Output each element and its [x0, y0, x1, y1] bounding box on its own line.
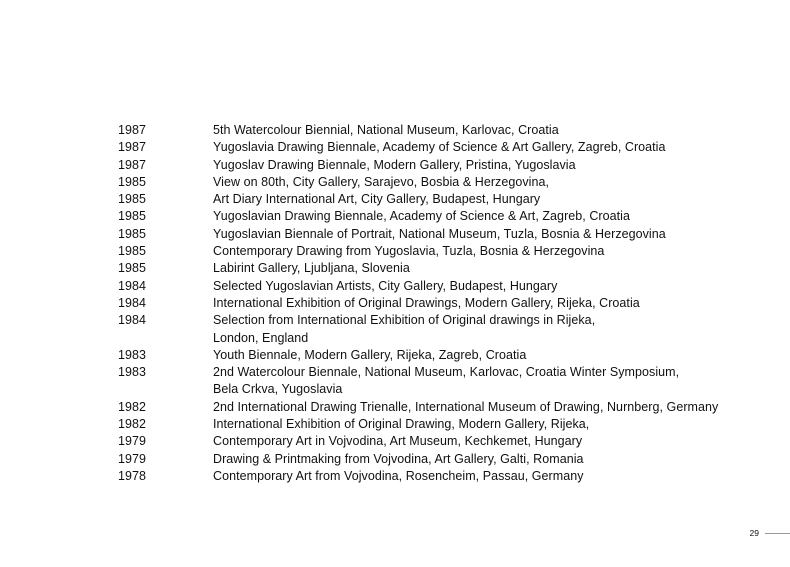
exhibition-year: 1984 [118, 295, 147, 310]
exhibition-description: Yugoslavian Biennale of Portrait, National Museum, Tuzla, Bosnia & Herzegovina [213, 226, 666, 241]
list-item [118, 122, 778, 139]
exhibition-year: 1979 [118, 451, 147, 466]
list-item [118, 278, 778, 295]
exhibition-year: 1984 [118, 278, 147, 293]
list-item [118, 191, 778, 208]
exhibition-description: International Exhibition of Original Drawings, Modern Gallery, Rijeka, Croatia [213, 295, 640, 310]
page-number: 29 [749, 528, 759, 538]
list-item [118, 260, 778, 277]
list-item [118, 364, 778, 399]
exhibition-description: Contemporary Art in Vojvodina, Art Museum, Kechkemet, Hungary [213, 434, 583, 449]
exhibition-description: Art Diary International Art, City Gallery, Budapest, Hungary [213, 192, 541, 207]
exhibition-year: 1982 [118, 417, 147, 432]
list-item [118, 208, 778, 225]
list-item [118, 295, 778, 312]
exhibition-year: 1985 [118, 226, 147, 241]
exhibition-year: 1985 [118, 261, 147, 276]
exhibition-description: Selection from International Exhibition of Original drawings in Rijeka, London, England [213, 313, 596, 345]
exhibition-description: 2nd Watercolour Biennale, National Museum, Karlovac, Croatia Winter Symposium, Bela Crkva, Yugoslavia [213, 365, 680, 397]
exhibition-description: Yugoslavia Drawing Biennale, Academy of Science & Art Gallery, Zagreb, Croatia [213, 140, 666, 155]
exhibition-description: Selected Yugoslavian Artists, City Gallery, Budapest, Hungary [213, 278, 558, 293]
page-footer [750, 528, 790, 538]
exhibition-description: View on 80th, City Gallery, Sarajevo, Bosbia & Herzegovina, [213, 174, 549, 189]
exhibition-description: Drawing & Printmaking from Vojvodina, Art Gallery, Galti, Romania [213, 451, 584, 466]
list-item [118, 312, 778, 347]
exhibition-description: Yugoslav Drawing Biennale, Modern Gallery, Pristina, Yugoslavia [213, 157, 576, 172]
exhibition-year: 1985 [118, 209, 147, 224]
exhibition-description: 5th Watercolour Biennial, National Museum, Karlovac, Croatia [213, 123, 559, 137]
exhibition-description: Yugoslavian Drawing Biennale, Academy of Science & Art, Zagreb, Croatia [213, 209, 630, 224]
exhibition-year: 1982 [118, 399, 147, 414]
exhibition-year: 1985 [118, 192, 147, 207]
exhibition-description: 2nd International Drawing Trienalle, International Museum of Drawing, Nurnberg, Germany [213, 399, 719, 414]
list-item [118, 399, 778, 416]
exhibition-year: 1979 [118, 434, 147, 449]
exhibition-description: Youth Biennale, Modern Gallery, Rijeka, Zagreb, Croatia [213, 347, 527, 362]
list-item [118, 226, 778, 243]
exhibition-year: 1978 [118, 468, 147, 483]
exhibition-year: 1987 [118, 140, 147, 155]
exhibition-year: 1987 [118, 123, 147, 137]
list-item [118, 139, 778, 156]
exhibition-description: Labirint Gallery, Ljubljana, Slovenia [213, 261, 410, 276]
list-item [118, 243, 778, 260]
footer-divider [765, 533, 790, 534]
list-item [118, 433, 778, 450]
list-item [118, 451, 778, 468]
list-item [118, 468, 778, 485]
list-item [118, 416, 778, 433]
exhibition-year: 1985 [118, 174, 147, 189]
exhibition-description: International Exhibition of Original Drawing, Modern Gallery, Rijeka, [213, 417, 590, 432]
exhibition-description: Contemporary Drawing from Yugoslavia, Tuzla, Bosnia & Herzegovina [213, 244, 605, 259]
list-item [118, 347, 778, 364]
exhibition-year: 1983 [118, 365, 147, 380]
list-item [118, 157, 778, 174]
exhibition-year: 1987 [118, 157, 147, 172]
exhibition-year: 1983 [118, 347, 147, 362]
list-item [118, 174, 778, 191]
exhibition-list [118, 122, 778, 485]
exhibition-description: Contemporary Art from Vojvodina, Rosencheim, Passau, Germany [213, 468, 584, 483]
exhibition-year: 1985 [118, 244, 147, 259]
exhibition-year: 1984 [118, 313, 147, 328]
